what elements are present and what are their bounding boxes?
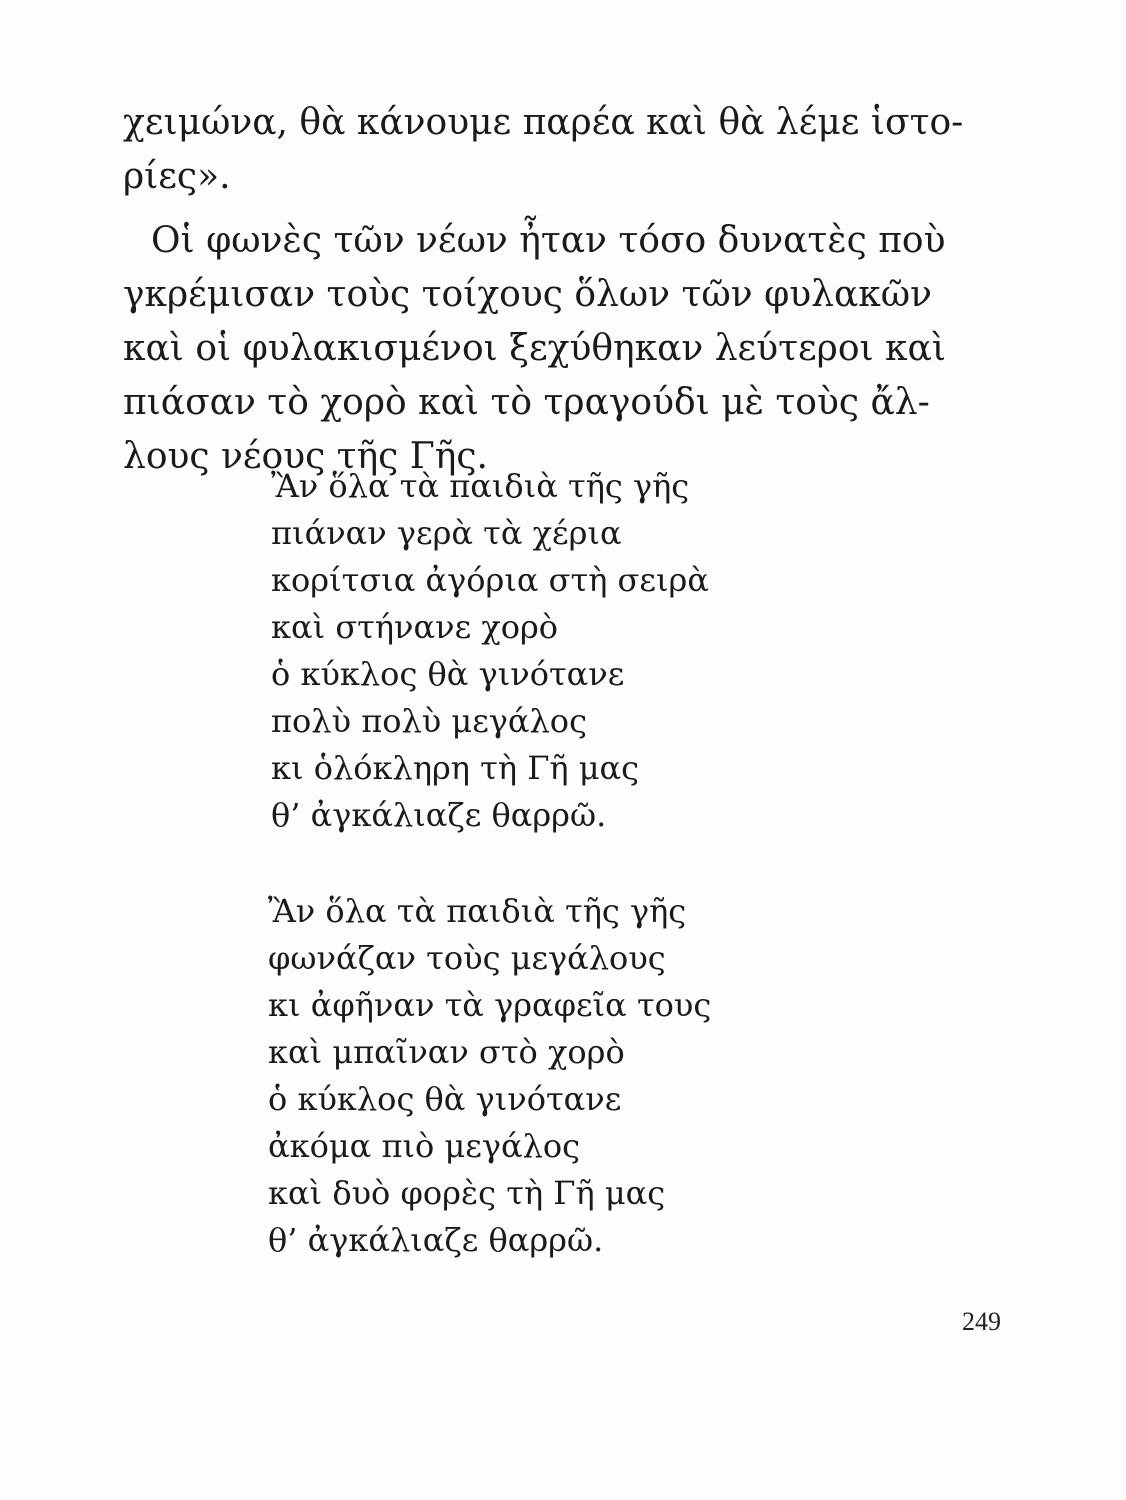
poem-line: κι ὁλόκληρη τὴ Γῆ μας: [271, 749, 640, 787]
poem-stanza-2: [268, 888, 711, 1264]
prose-line: Οἱ φωνὲς τῶν νέων ἦταν τόσο δυνατὲς ποὺ: [151, 220, 946, 261]
prose-line: πιάσαν τὸ χορὸ καὶ τὸ τραγούδι μὲ τοὺς ἄλ-: [123, 382, 930, 423]
poem-line: πιάναν γερὰ τὰ χέρια: [271, 514, 622, 552]
poem-line: Ἂν ὅλα τὰ παιδιὰ τῆς γῆς: [268, 892, 687, 930]
prose-line: ρίες».: [123, 156, 231, 197]
poem-line: ὁ κύκλος θὰ γινότανε: [268, 1080, 622, 1118]
poem-line: καὶ μπαῖναν στὸ χορὸ: [268, 1033, 625, 1071]
prose-line: χειμώνα, θὰ κάνουμε παρέα καὶ θὰ λέμε ἱστο-: [123, 102, 964, 143]
poem-line: κι ἀφῆναν τὰ γραφεῖα τους: [268, 986, 712, 1024]
poem-line: ἀκόμα πιὸ μεγάλος: [268, 1127, 581, 1165]
poem-line: καὶ στήνανε χορὸ: [271, 608, 559, 646]
poem-line: Ἂν ὅλα τὰ παιδιὰ τῆς γῆς: [271, 467, 690, 505]
prose-line: καὶ οἱ φυλακισμένοι ξεχύθηκαν λεύτεροι καὶ: [123, 328, 946, 369]
poem-line: καὶ δυὸ φορὲς τὴ Γῆ μας: [268, 1174, 666, 1212]
prose-paragraphs: [123, 96, 964, 484]
prose-line: λους νέους τῆς Γῆς.: [123, 436, 488, 477]
page-number: 249: [962, 1307, 1001, 1336]
prose-line: γκρέμισαν τοὺς τοίχους ὅλων τῶν φυλακῶν: [123, 274, 933, 315]
poem-line: φωνάζαν τοὺς μεγάλους: [268, 939, 666, 977]
poem-line: θ’ ἀγκάλιαζε θαρρῶ.: [271, 796, 607, 834]
poem-line: ὁ κύκλος θὰ γινότανε: [271, 655, 625, 693]
poem-stanza-1: [271, 463, 709, 839]
poem-line: πολὺ πολὺ μεγάλος: [271, 702, 587, 740]
poem-line: θ’ ἀγκάλιαζε θαρρῶ.: [268, 1221, 604, 1259]
poem-line: κορίτσια ἀγόρια στὴ σειρὰ: [271, 561, 709, 599]
